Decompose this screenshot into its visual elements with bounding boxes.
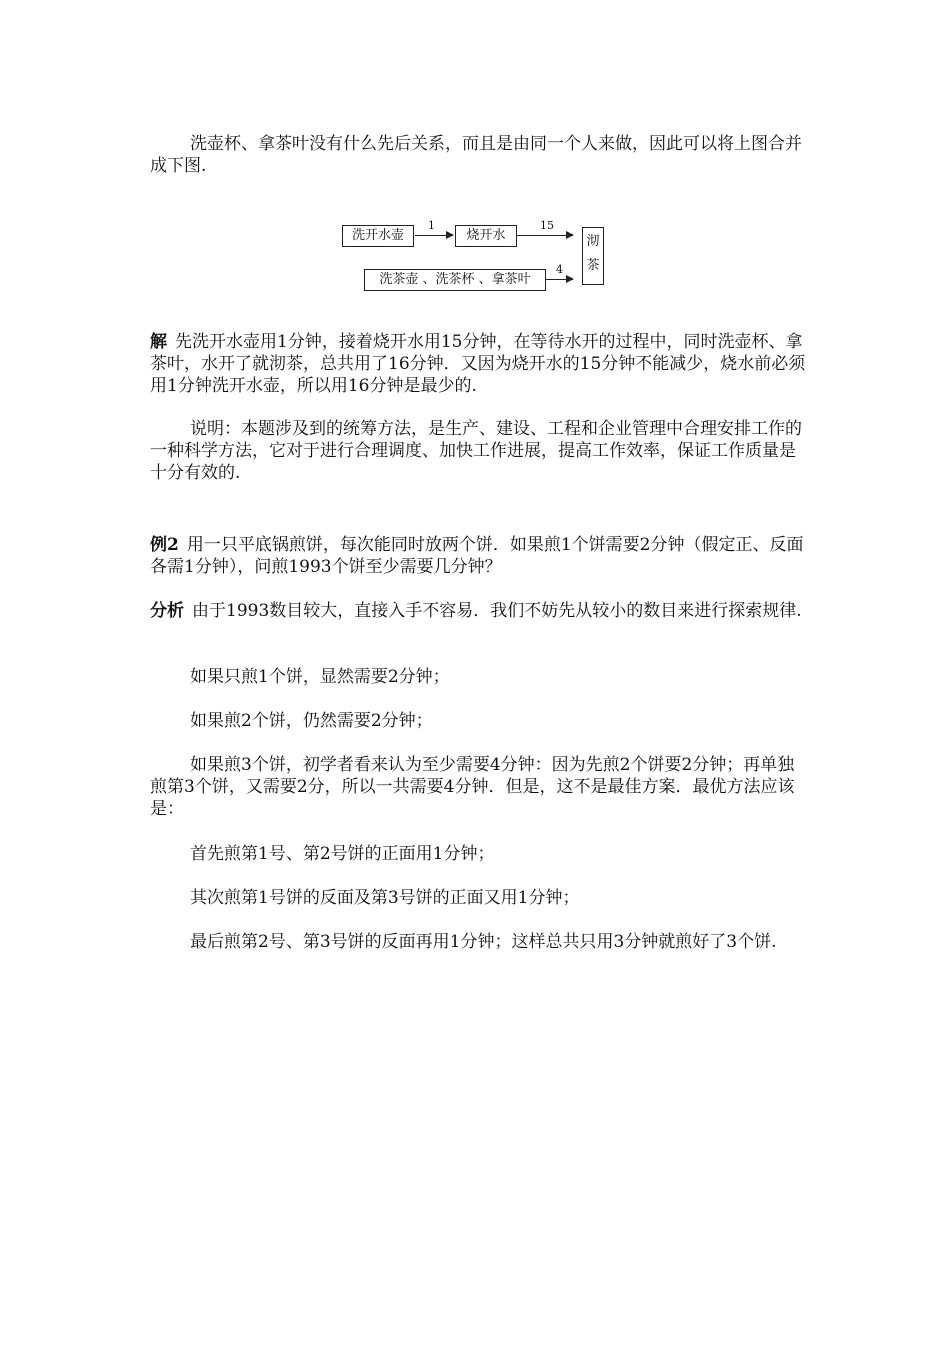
arrow-4 xyxy=(546,279,573,280)
note-paragraph: 说明：本题涉及到的统筹方法，是生产、建设、工程和企业管理中合理安排工作的一种科学方法，它对于进行合理调度、加快工作进展，提高工作效率，保证工作质量是十分有效的. xyxy=(150,419,802,483)
make-tea-top-char: 沏 xyxy=(586,234,600,249)
solution-paragraph xyxy=(150,331,810,397)
example2-text: 用一只平底锅煎饼，每次能同时放两个饼．如果煎1个饼需要2分钟（假定正、反面各需1分钟），问煎1993个饼至少需要几分钟？ xyxy=(150,535,804,577)
arrow-15-label: 15 xyxy=(540,219,554,232)
process-diagram xyxy=(340,215,620,295)
make-tea-bottom-char: 茶 xyxy=(586,258,600,273)
analysis-label: 分析 xyxy=(150,601,184,621)
line-two-cakes: 如果煎2个饼，仍然需要2分钟； xyxy=(190,711,433,731)
arrow-1 xyxy=(415,235,453,236)
step-1: 首先煎第1号、第2号饼的正面用1分钟； xyxy=(190,844,495,864)
box-boil-water: 烧开水 xyxy=(455,225,517,247)
analysis-text: 由于1993数目较大，直接入手不容易．我们不妨先从较小的数目来进行探索规律. xyxy=(192,601,802,621)
solution-label: 解 xyxy=(150,332,167,352)
example2-label: 例2 xyxy=(150,535,179,555)
box-wash-teaware: 洗茶壶 、洗茶杯 、拿茶叶 xyxy=(364,269,546,291)
arrow-1-label: 1 xyxy=(428,219,435,232)
arrow-15 xyxy=(517,235,573,236)
arrow-4-label: 4 xyxy=(556,263,563,276)
solution-text: 先洗开水壶用1分钟，接着烧开水用15分钟，在等待水开的过程中，同时洗壶杯、拿茶叶，水开了就沏茶，总共用了16分钟．又因为烧开水的15分钟不能减少，烧水前必须用1分钟洗开水壶，所以用16分钟是最少的. xyxy=(150,332,806,396)
line-three-cakes: 如果煎3个饼，初学者看来认为至少需要4分钟：因为先煎2个饼要2分钟；再单独煎第3个饼，又需要2分，所以一共需要4分钟．但是，这不是最佳方案．最优方法应该是： xyxy=(150,755,795,819)
step-2: 其次煎第1号饼的反面及第3号饼的正面又用1分钟； xyxy=(190,888,580,908)
example2-paragraph xyxy=(150,534,810,578)
intro-paragraph: 洗壶杯、拿茶叶没有什么先后关系，而且是由同一个人来做，因此可以将上图合并成下图. xyxy=(150,134,802,176)
box-wash-kettle: 洗开水壶 xyxy=(342,225,414,247)
analysis-paragraph xyxy=(150,600,810,622)
line-one-cake: 如果只煎1个饼，显然需要2分钟； xyxy=(190,667,450,687)
box-make-tea xyxy=(582,227,604,285)
step-3: 最后煎第2号、第3号饼的反面再用1分钟；这样总共只用3分钟就煎好了3个饼. xyxy=(190,932,777,952)
